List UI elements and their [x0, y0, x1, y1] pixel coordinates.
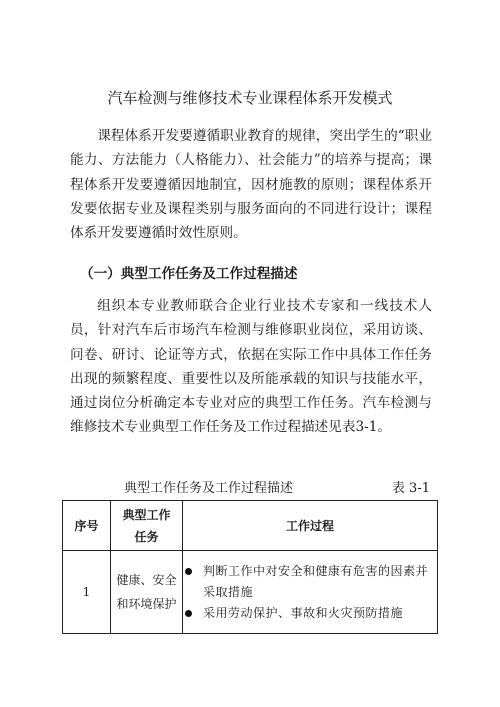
bullet-icon — [185, 610, 192, 617]
section-heading: （一）典型工作任务及工作过程描述 — [80, 266, 298, 282]
header-process: 工作过程 — [183, 501, 438, 551]
header-num: 序号 — [63, 501, 111, 551]
process-list — [183, 561, 437, 624]
row-task: 健康、安全和环境保护 — [111, 551, 183, 634]
table-caption: 典型工作任务及工作过程描述 — [124, 481, 294, 496]
list-item — [183, 561, 437, 603]
row-num: 1 — [63, 551, 111, 634]
process-step: 采用劳动保护、事故和火灾预防措施 — [203, 605, 404, 620]
row-process — [183, 551, 438, 634]
table-row — [63, 551, 438, 634]
work-task-table — [62, 500, 438, 634]
bullet-icon — [185, 568, 192, 575]
body-paragraph: 组织本专业教师联合企业行业技术专家和一线技术人员，针对汽车后市场汽车检测与维修职业岗位，采用访谈、问卷、研讨、论证等方式，依据在实际工作中具体工作任务出现的频繁程度、重要性以及所能承载的知识与技能水平，通过岗位分析确定本专业对应的典型工作任务。汽车检测与维修技术专业典型工作任务及工作过程描述见表3-1。 — [70, 298, 432, 436]
list-item — [183, 603, 437, 624]
table-number: 表 3-1 — [391, 481, 430, 496]
table-header-row — [63, 501, 438, 551]
document-title: 汽车检测与维修技术专业课程体系开发模式 — [107, 89, 393, 107]
header-task: 典型工作任务 — [111, 501, 183, 551]
process-step: 判断工作中对安全和健康有危害的因素并采取措施 — [203, 563, 429, 599]
intro-paragraph: 课程体系开发要遵循职业教育的规律，突出学生的“职业能力、方法能力（人格能力）、社会能力”的培养与提高；课程体系开发要遵循因地制宜，因材施教的原则；课程体系开发要依据专业及课程类别与服务面向的不同进行设计；课程体系开发要遵循时效性原则。 — [70, 128, 432, 242]
